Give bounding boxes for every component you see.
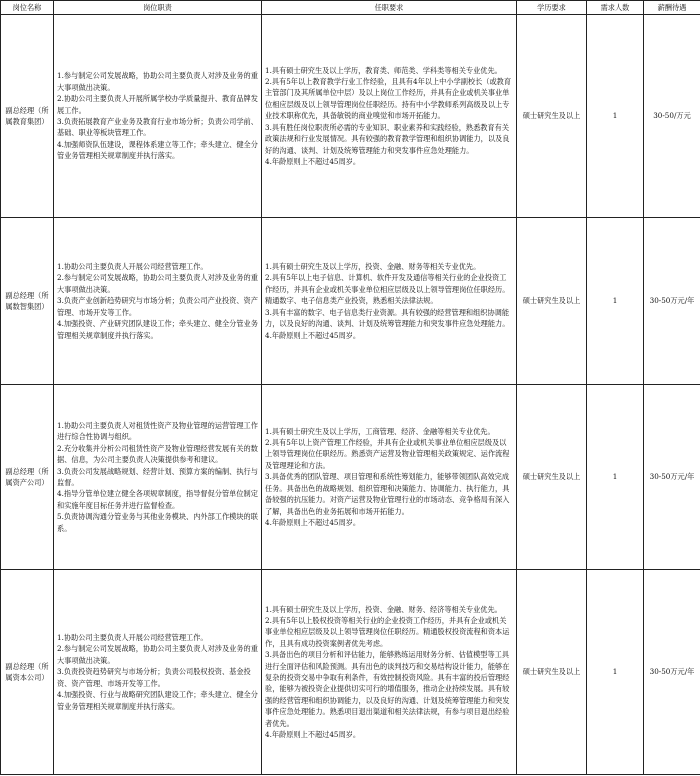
requirements-cell [262, 385, 517, 570]
requirement-item: 2.具有5年以上电子信息、计算机、软件开发及通信等相关行业的企业投资工作经历，并具有企业或机关事业单位相应层级及以上领导管理岗位任职经历。精通数字、电子信息类产业投资，熟悉相关法律法规。 [265, 273, 510, 306]
table-row [1, 15, 700, 218]
duty-item: 1.协助公司主要负责人开展公司经营管理工作。 [57, 262, 208, 272]
headcount-cell: 1 [587, 385, 644, 570]
duty-item: 4.加强师资队伍建设，课程体系建立等工作；牵头建立、健全分管业务管理相关规章制度并执行落实。 [57, 139, 258, 161]
salary-cell: 30-50万元/年 [644, 218, 700, 385]
duty-item: 4.加强投资、行业与战略研究团队建设工作；牵头建立、健全分管业务管理相关规章制度并执行落实。 [57, 690, 258, 711]
duty-item: 2.参与制定公司发展战略，协助公司主要负责人对涉及业务的重大事项做出决策。 [57, 273, 258, 294]
requirement-item: 4.年龄原则上不超过45周岁。 [265, 156, 361, 166]
header-salary: 薪酬待遇 [644, 1, 700, 15]
education-cell: 硕士研究生及以上 [517, 570, 587, 775]
requirement-item: 4.年龄原则上不超过45周岁。 [265, 517, 361, 527]
duty-item: 1.协助公司主要负责人开展公司经营管理工作。 [57, 633, 208, 643]
requirement-item: 3.具有丰富的数字、电子信息类行业资源。具有较强的经营管理和组织协调能力，以及良好的沟通、谈判、计划及统筹管理能力和突发事件应急处理能力。 [265, 307, 510, 329]
duty-item: 2.参与制定公司发展战略，协助公司主要负责人对涉及业务的重大事项做出决策。 [57, 644, 258, 665]
requirement-item: 3.具有胜任岗位职责所必需的专业知识、职业素养和实践经验，熟悉教育有关政策法规和行业发展情况。具有较强的教育教学管理和组织协调能力，以及良好的沟通、谈判、计划及统筹管理能力和突发事件应急处理能力。 [265, 122, 510, 155]
headcount-cell: 1 [587, 15, 644, 218]
headcount-cell: 1 [587, 570, 644, 775]
requirement-item: 1.具有硕士研究生及以上学历，投资、金融、财务、经济等相关专业优先。 [265, 604, 502, 614]
requirement-item: 3.具备出色的项目分析和评估能力，能够熟练运用财务分析、估值模型等工具进行全面评估和风险预测。具有出色的谈判技巧和交易结构设计能力，能够在复杂的投资交易中争取有利条件，有效控制投资风险。具有丰富的投后管理经验，能够为被投资企业提供切实可行的增值服务，推动企业持续发展。具有较强的经营管理和组织协调能力，以及良好的沟通、计划及统筹管理能力和突发事件应急处理能力。熟悉项目退出渠道和相关法律法规，有参与项目退出经验者优先。 [265, 650, 510, 728]
header-duties: 岗位职责 [54, 1, 262, 15]
requirement-item: 4.年龄原则上不超过45周岁。 [265, 330, 361, 340]
requirements-cell [262, 15, 517, 218]
table-row [1, 218, 700, 385]
duty-item: 3.负责投资趋势研究与市场分析；负责公司股权投资、基金投资、资产管理、市场开发等工作。 [57, 667, 251, 688]
education-cell: 硕士研究生及以上 [517, 15, 587, 218]
education-cell: 硕士研究生及以上 [517, 218, 587, 385]
requirement-item: 1.具有硕士研究生及以上学历，投资、金融、财务等相关专业优先。 [265, 262, 481, 272]
position-cell: 副总经理（所属数智集团） [1, 218, 54, 385]
salary-cell: 30-50万元/年 [644, 570, 700, 775]
requirement-item: 1.具有硕士研究生及以上学历，教育类、师范类、学科类等相关专业优先。 [265, 65, 502, 75]
duty-item: 2.充分收集并分析公司租赁性资产及物业管理经营发展有关的数据、信息，为公司主要负责人决策提供参考和建议。 [57, 443, 258, 465]
requirement-item: 4.年龄原则上不超过45周岁。 [265, 730, 361, 740]
duty-item: 5.负责协调沟通分管业务与其他业务模块、内外部工作模块的联系。 [57, 512, 258, 533]
requirement-item: 3.具备优秀的团队管理、项目管理和系统性筹划能力，能够带领团队高效完成任务。具备出色的战略规划、组织管理和决策能力、协调能力、执行能力，具备较强的抗压能力。对资产运营及物业管理行业的市场动态、竞争格局有深入了解，具备出色的业务拓展和市场开拓能力。 [265, 472, 510, 516]
duty-item: 1.协助公司主要负责人对租赁性资产及物业管理的运营管理工作进行综合性协调与组织。 [57, 420, 258, 442]
header-position: 岗位名称 [1, 1, 54, 15]
duty-item: 1.参与制定公司发展战略，协助公司主要负责人对涉及业务的重大事项做出决策。 [57, 71, 258, 92]
position-cell: 副总经理（所属教育集团） [1, 15, 54, 218]
duty-item: 2.协助公司主要负责人开展所属学校办学质量提升、教育品牌发展工作。 [57, 94, 258, 115]
salary-cell: 30-50万元/年 [644, 385, 700, 570]
duty-item: 3.负责产业创新趋势研究与市场分析；负责公司产业投资、资产管理、市场开发等工作。 [57, 296, 258, 317]
header-row [1, 1, 700, 15]
requirements-cell [262, 570, 517, 775]
header-requirements: 任职要求 [262, 1, 517, 15]
duties-cell [54, 218, 262, 385]
duty-item: 4.指导分管单位建立健全各项规章制度，指导督促分管单位制定和实施年度目标任务并进行监督检查。 [57, 489, 258, 510]
duty-item: 3.负责拓展教育产业业务及教育行业市场分析；负责公司学前、基础、职业等板块管理工作。 [57, 117, 258, 138]
salary-cell: 30-50/万元 [644, 15, 700, 218]
requirement-item: 2.具有5年以上股权投资等相关行业的企业投资工作经历，并具有企业或机关事业单位相应层级及以上领导管理岗位任职经历。精通股权投资流程和资本运作，且具有成功投资案例者优先考虑。 [265, 615, 510, 648]
table-row [1, 385, 700, 570]
duties-cell [54, 15, 262, 218]
position-cell: 副总经理（所属资本公司） [1, 570, 54, 775]
table-row [1, 570, 700, 775]
requirement-item: 2.具有5年以上教育教学行业工作经验，且具有4年以上中小学副校长（或教育主管部门及其所属单位中层）及以上岗位工作经历，并具有企业或机关事业单位相应层级及以上领导管理岗位任职经历。持有中小学教师系列高级及以上专业技术职称优先，具备敏锐的商业嗅觉和市场开拓能力。 [265, 77, 512, 121]
requirements-cell [262, 218, 517, 385]
duty-item: 3.负责公司发展战略规划、经营计划、预算方案的编制、执行与监督。 [57, 466, 258, 487]
position-cell: 副总经理（所属资产公司） [1, 385, 54, 570]
requirement-item: 2.具有5年以上资产管理工作经验，并具有企业或机关事业单位相应层级及以上领导管理岗位任职经历。熟悉资产运营及物业管理相关政策规定、运作流程及管理理论和方法。 [265, 438, 510, 470]
requirement-item: 1.具有硕士研究生及以上学历，工商管理、经济、金融等相关专业优先。 [265, 426, 495, 436]
duty-item: 4.加强投资、产业研究团队建设工作；牵头建立、健全分管业务管理相关规章制度并执行落实。 [57, 319, 258, 340]
header-headcount: 需求人数 [587, 1, 644, 15]
duties-cell [54, 385, 262, 570]
header-education: 学历要求 [517, 1, 587, 15]
headcount-cell: 1 [587, 218, 644, 385]
education-cell: 硕士研究生及以上 [517, 385, 587, 570]
duties-cell [54, 570, 262, 775]
